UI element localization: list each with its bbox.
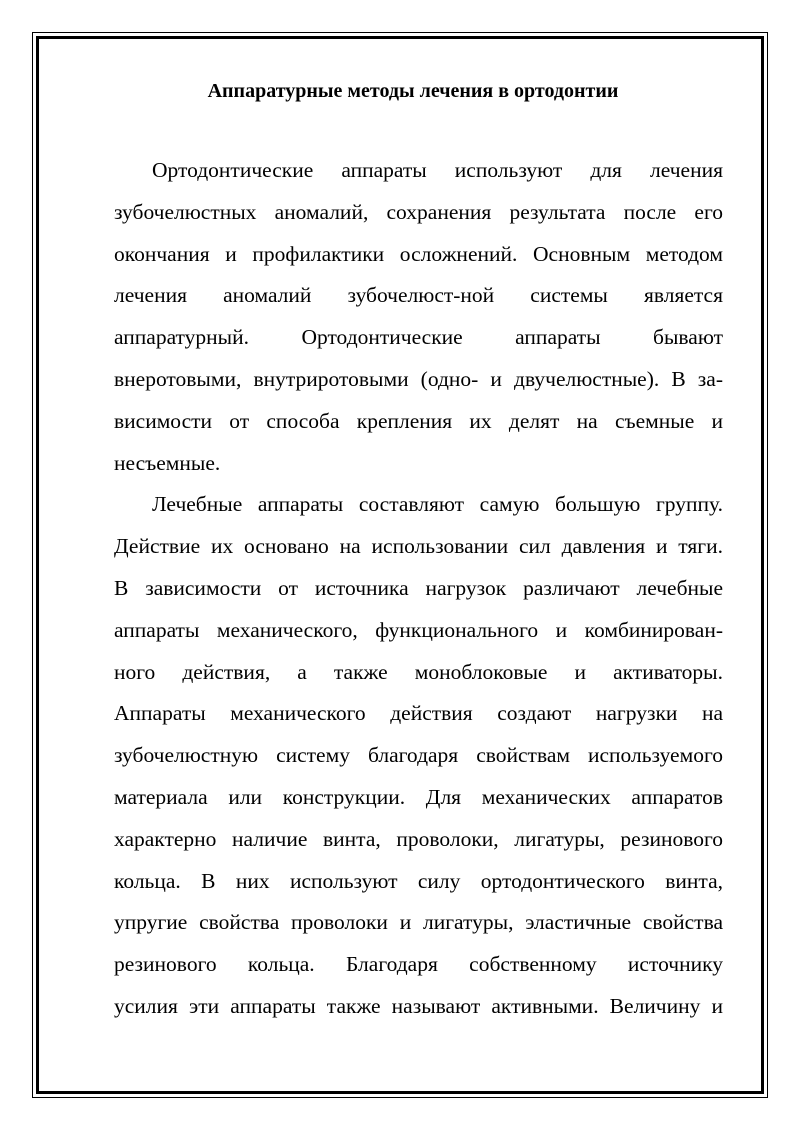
text-line: В зависимости от источника нагрузок различают лечебные: [114, 575, 723, 600]
text-line: висимости от способа крепления их делят на съемные и: [114, 408, 723, 433]
text-line: резинового кольца. Благодаря собственному источнику: [114, 952, 723, 977]
paragraph-2: [76, 484, 723, 1027]
text-line: зубочелюстных аномалий, сохранения результата после его: [114, 199, 723, 224]
text-line: упругие свойства проволоки и лигатуры, эластичные свойства: [114, 910, 723, 935]
text-line: Аппараты механического действия создают нагрузки на: [114, 701, 723, 726]
text-line: несъемные.: [114, 450, 221, 475]
text-line: кольца. В них используют силу ортодонтического винта,: [114, 868, 723, 893]
text-line: аппараты механического, функционального и комбинирован-: [114, 617, 723, 642]
text-line: Лечебные аппараты составляют самую большую группу.: [152, 492, 723, 517]
text-line: материала или конструкции. Для механических аппаратов: [114, 784, 723, 809]
paragraph-1: [76, 150, 723, 484]
text-line: усилия эти аппараты также называют активными. Величину и: [114, 993, 723, 1018]
text-line: Действие их основано на использовании сил давления и тяги.: [114, 534, 723, 559]
document-title: Аппаратурные методы лечения в ортодонтии: [207, 80, 619, 102]
text-line: характерно наличие винта, проволоки, лигатуры, резинового: [114, 826, 723, 851]
text-line: аппаратурный. Ортодонтические аппараты бывают: [114, 325, 723, 350]
text-line: зубочелюстную систему благодаря свойствам используемого: [114, 743, 723, 768]
text-line: окончания и профилактики осложнений. Основным методом: [114, 241, 723, 266]
text-line: внеротовыми, внутриротовыми (одно- и двучелюстные). В за-: [114, 366, 723, 391]
document-body: [76, 72, 723, 1028]
text-line: ного действия, а также моноблоковые и активаторы.: [114, 659, 723, 684]
text-line: Ортодонтические аппараты используют для лечения: [152, 158, 723, 182]
text-line: лечения аномалий зубочелюст-ной системы является: [114, 283, 723, 308]
